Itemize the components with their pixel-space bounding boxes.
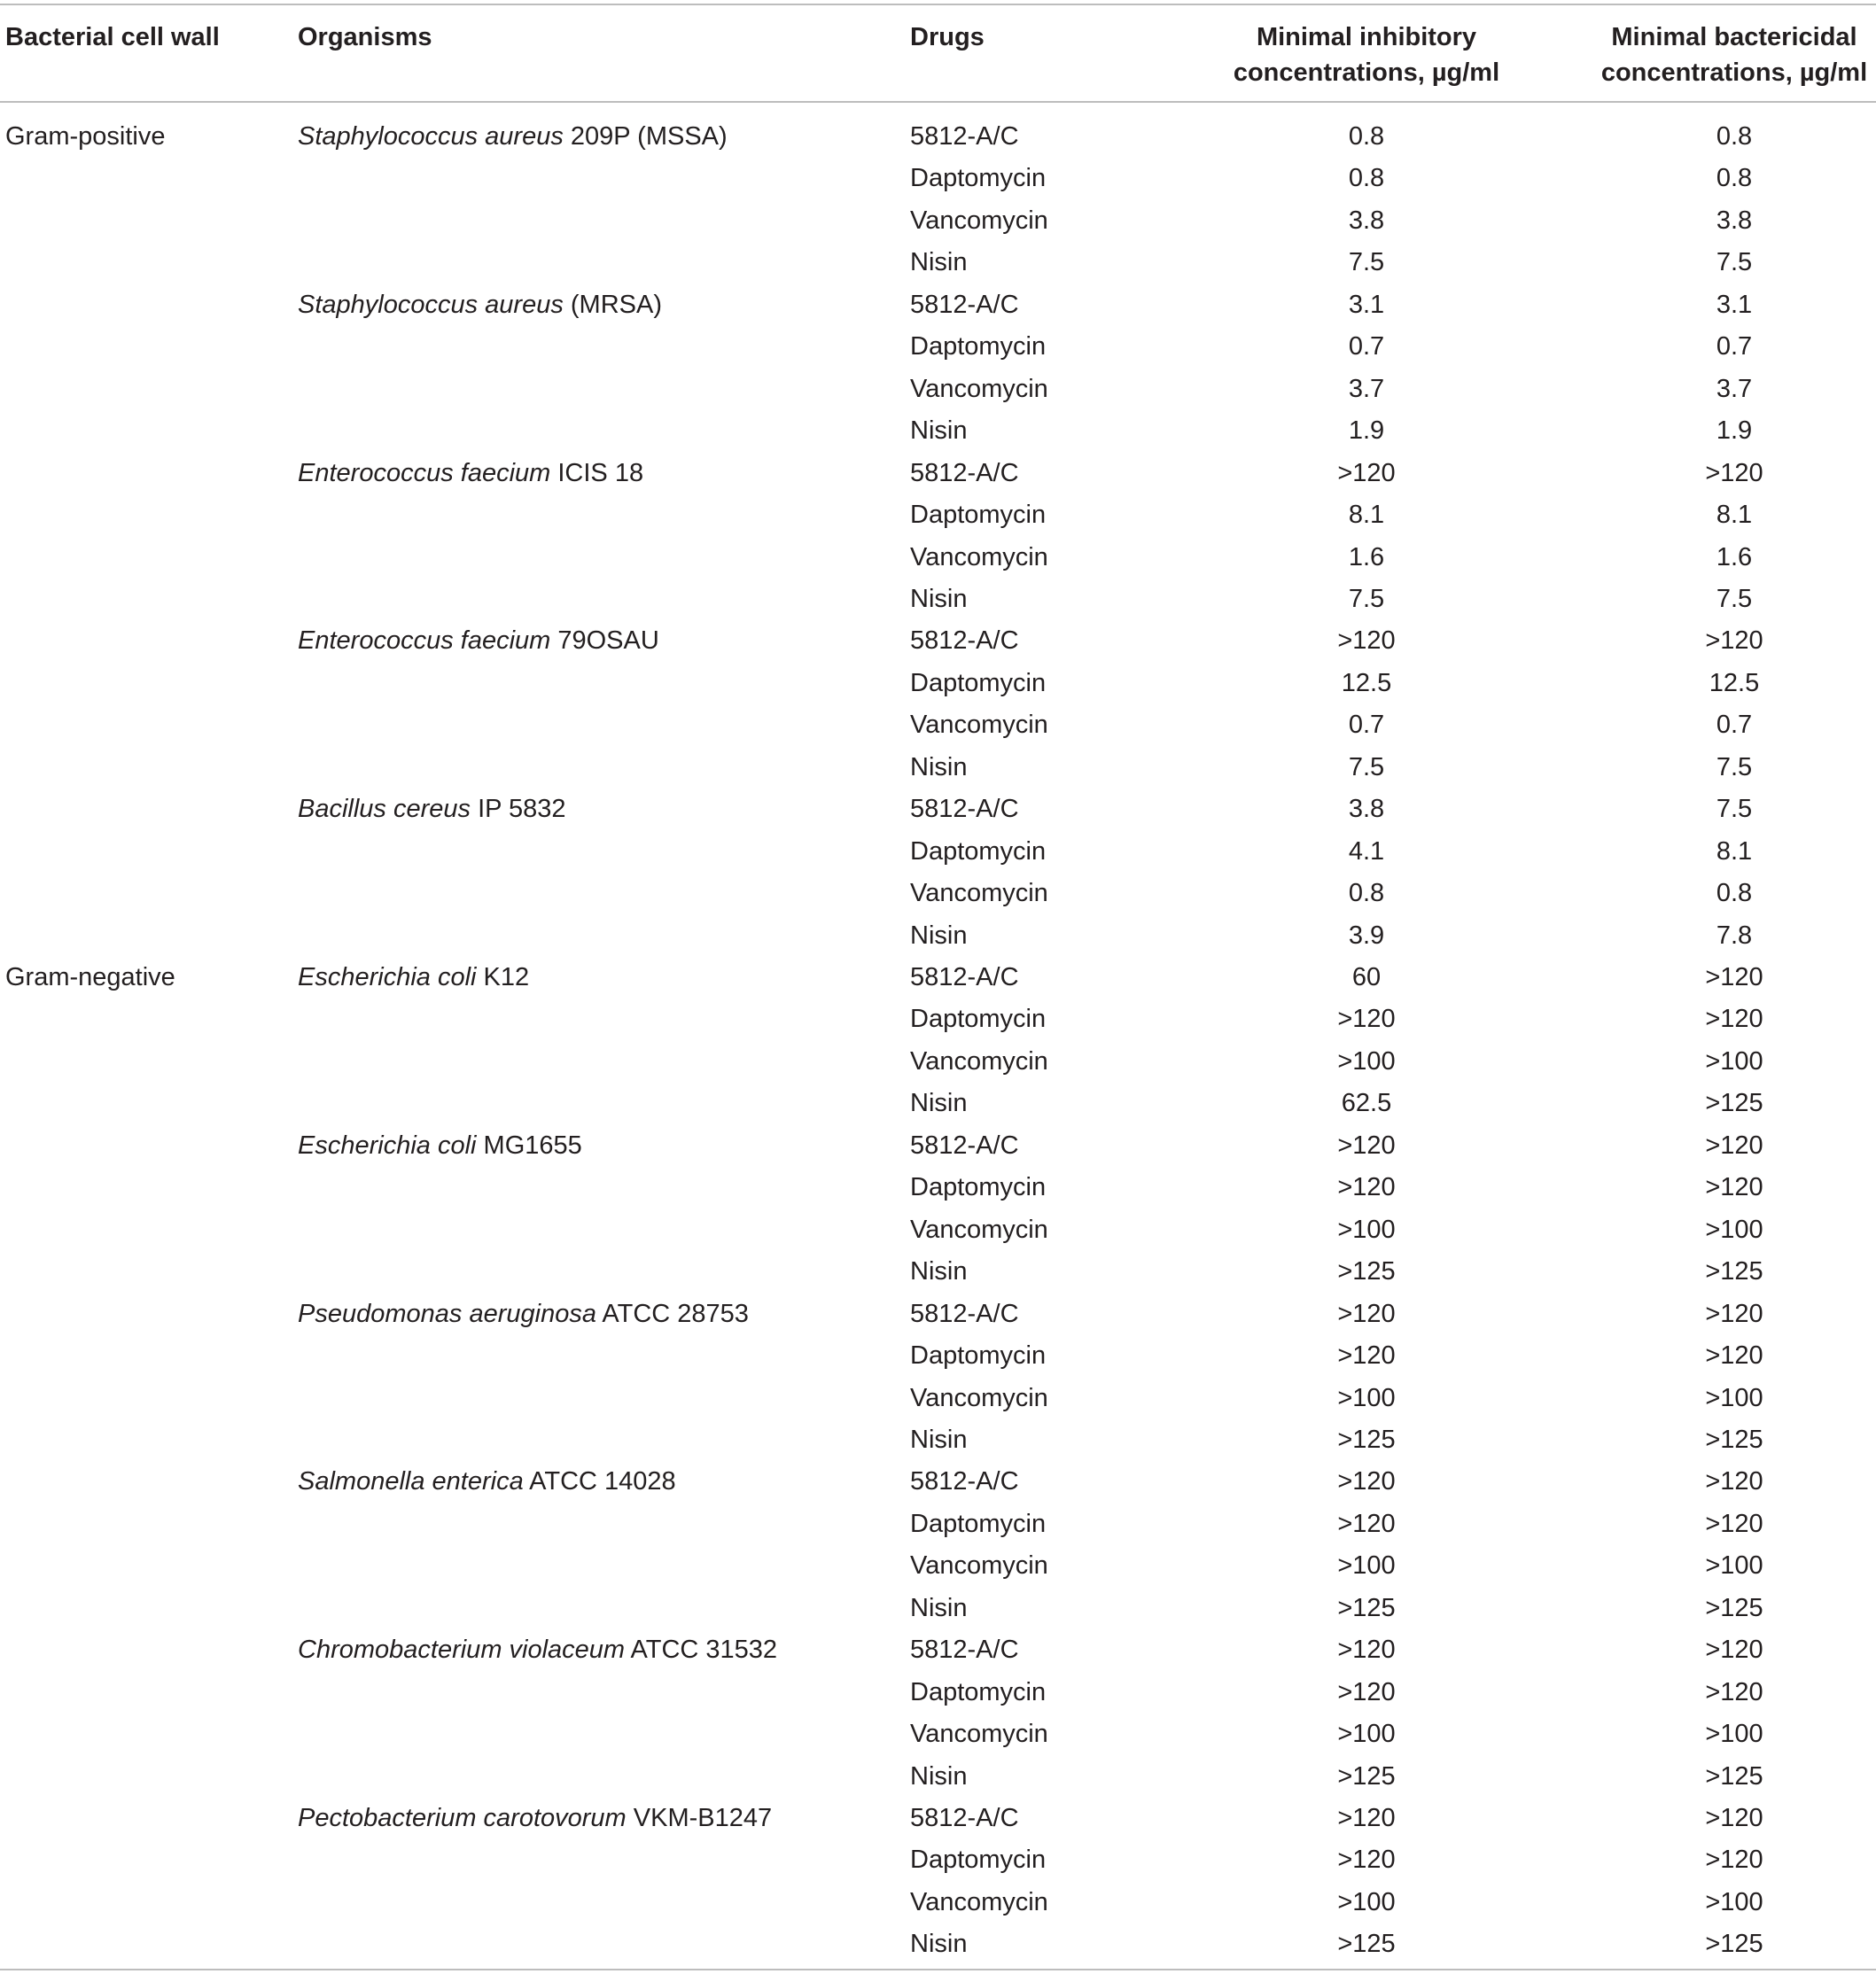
cell-drug: 5812-A/C (910, 1804, 1019, 1832)
table-row (0, 453, 1876, 494)
cell-mic: >125 (1337, 1257, 1396, 1286)
table-row (0, 410, 1876, 452)
cell-mbc: >120 (1705, 1677, 1763, 1706)
table-row (0, 537, 1876, 579)
organism-strain: ATCC 31532 (625, 1636, 778, 1665)
cell-mbc: >100 (1705, 1720, 1763, 1749)
cell-drug: Daptomycin (910, 501, 1047, 530)
cell-drug: Nisin (910, 584, 968, 613)
cell-drug: Nisin (910, 1425, 968, 1454)
table-row (0, 704, 1876, 746)
organism-species: Escherichia coli (298, 1131, 477, 1160)
cell-mbc: 0.8 (1716, 122, 1753, 151)
cell-mbc: >120 (1705, 458, 1763, 487)
cell-drug: Nisin (910, 921, 968, 950)
table-row (0, 1378, 1876, 1419)
cell-mic: >125 (1337, 1425, 1396, 1454)
table-row (0, 1461, 1876, 1503)
cell-mbc: >120 (1705, 1005, 1763, 1034)
cell-organism (298, 789, 566, 830)
cell-mic: 3.8 (1348, 795, 1385, 824)
cell-drug: Vancomycin (910, 1215, 1048, 1244)
cell-mic: >125 (1337, 1761, 1396, 1791)
table-row (0, 579, 1876, 620)
cell-drug: 5812-A/C (910, 1131, 1019, 1160)
organism-strain: ATCC 14028 (523, 1467, 676, 1496)
cell-mbc: >125 (1705, 1425, 1763, 1454)
header-mbc (1561, 19, 1876, 90)
cell-mbc: >120 (1705, 1131, 1763, 1160)
cell-mic: >120 (1337, 1509, 1396, 1538)
table-row (0, 663, 1876, 704)
table-row (0, 1504, 1876, 1545)
cell-mic: >120 (1337, 1299, 1396, 1328)
cell-drug: Daptomycin (910, 332, 1047, 361)
cell-mbc: >120 (1705, 1636, 1763, 1665)
cell-mbc: 7.5 (1716, 584, 1753, 613)
cell-mbc: 3.8 (1716, 206, 1753, 235)
cell-drug: Daptomycin (910, 1173, 1047, 1202)
cell-organism (298, 116, 728, 158)
cell-mic: >100 (1337, 1383, 1396, 1412)
cell-drug: 5812-A/C (910, 122, 1019, 151)
organism-species: Chromobacterium violaceum (298, 1636, 626, 1665)
table-row (0, 1209, 1876, 1251)
cell-mbc: >120 (1705, 1173, 1763, 1202)
header-mic-line1: Minimal inhibitory (1256, 23, 1477, 51)
cell-drug: 5812-A/C (910, 795, 1019, 824)
cell-mic: >120 (1337, 626, 1396, 656)
organism-strain: (MRSA) (563, 290, 663, 319)
cell-mic: >120 (1337, 1173, 1396, 1202)
organism-strain: VKM-B1247 (626, 1804, 773, 1832)
table-row (0, 1545, 1876, 1587)
cell-drug: 5812-A/C (910, 1636, 1019, 1665)
cell-drug: Vancomycin (910, 1551, 1048, 1581)
cell-mic: >120 (1337, 1846, 1396, 1875)
table-row (0, 789, 1876, 830)
cell-mbc: 3.1 (1716, 290, 1753, 319)
cell-drug: Daptomycin (910, 1509, 1047, 1538)
table-row (0, 999, 1876, 1040)
cell-mbc: >100 (1705, 1215, 1763, 1244)
cell-mic: >100 (1337, 1215, 1396, 1244)
cell-mbc: >100 (1705, 1383, 1763, 1412)
cell-mbc: >120 (1705, 1299, 1763, 1328)
cell-mbc: 7.8 (1716, 921, 1753, 950)
cell-mbc: >120 (1705, 1509, 1763, 1538)
table-row (0, 158, 1876, 199)
organism-strain: MG1655 (476, 1131, 582, 1160)
organism-species: Staphylococcus aureus (298, 122, 564, 151)
cell-drug: Nisin (910, 1257, 968, 1286)
cell-mbc: 0.8 (1716, 879, 1753, 908)
cell-mbc: >120 (1705, 1341, 1763, 1371)
header-drugs: Drugs (910, 23, 985, 51)
cell-mic: >100 (1337, 1720, 1396, 1749)
cell-drug: Nisin (910, 752, 968, 781)
table-row (0, 1882, 1876, 1923)
cell-organism (298, 1125, 582, 1167)
table-row (0, 1083, 1876, 1124)
cell-mbc: 12.5 (1709, 668, 1760, 697)
cell-drug: Nisin (910, 1930, 968, 1959)
cell-mic: 0.8 (1348, 164, 1385, 193)
cell-mic: >120 (1337, 1636, 1396, 1665)
organism-species: Salmonella enterica (298, 1467, 524, 1496)
cell-drug: Nisin (910, 416, 968, 446)
organism-species: Pectobacterium carotovorum (298, 1804, 627, 1832)
cell-wall-type: Gram-positive (5, 122, 166, 151)
cell-mbc: >120 (1705, 1804, 1763, 1832)
cell-drug: 5812-A/C (910, 1467, 1019, 1496)
table-row (0, 326, 1876, 368)
cell-mic: 12.5 (1341, 668, 1392, 697)
table-row (0, 369, 1876, 410)
cell-mbc: >120 (1705, 1846, 1763, 1875)
table-row (0, 1923, 1876, 1965)
header-mic (1189, 19, 1544, 90)
table-row (0, 1756, 1876, 1798)
table-row (0, 1839, 1876, 1881)
cell-mbc: >120 (1705, 1467, 1763, 1496)
cell-mic: >120 (1337, 458, 1396, 487)
cell-mic: 62.5 (1341, 1089, 1392, 1118)
table-row (0, 1419, 1876, 1461)
table-row (0, 1714, 1876, 1755)
cell-mic: >120 (1337, 1804, 1396, 1832)
cell-mbc: >100 (1705, 1046, 1763, 1076)
cell-wall-type: Gram-negative (5, 963, 175, 991)
cell-drug: Daptomycin (910, 1846, 1047, 1875)
cell-mic: >125 (1337, 1930, 1396, 1959)
cell-mbc: 3.7 (1716, 374, 1753, 403)
organism-species: Pseudomonas aeruginosa (298, 1299, 596, 1328)
cell-mic: >120 (1337, 1131, 1396, 1160)
cell-drug: 5812-A/C (910, 458, 1019, 487)
organism-species: Bacillus cereus (298, 795, 471, 824)
cell-mbc: >100 (1705, 1887, 1763, 1916)
cell-mic: 3.9 (1348, 921, 1385, 950)
cell-mic: 3.8 (1348, 206, 1385, 235)
cell-organism (298, 957, 529, 999)
cell-mbc: >125 (1705, 1257, 1763, 1286)
cell-mic: 3.1 (1348, 290, 1385, 319)
cell-mic: 3.7 (1348, 374, 1385, 403)
cell-mbc: 0.7 (1716, 711, 1753, 740)
cell-mbc: 0.8 (1716, 164, 1753, 193)
cell-drug: Vancomycin (910, 206, 1048, 235)
organism-species: Staphylococcus aureus (298, 290, 564, 319)
cell-mic: >100 (1337, 1551, 1396, 1581)
cell-mbc: >120 (1705, 963, 1763, 991)
cell-mbc: 7.5 (1716, 248, 1753, 277)
cell-mic: 0.8 (1348, 879, 1385, 908)
cell-organism (298, 620, 659, 662)
cell-drug: Vancomycin (910, 1720, 1048, 1749)
cell-drug: 5812-A/C (910, 290, 1019, 319)
cell-mbc: 8.1 (1716, 836, 1753, 866)
cell-drug: Vancomycin (910, 879, 1048, 908)
cell-organism (298, 1629, 777, 1671)
cell-organism (298, 453, 643, 494)
cell-drug: Nisin (910, 1761, 968, 1791)
organism-strain: ICIS 18 (550, 458, 644, 487)
cell-mbc: >125 (1705, 1761, 1763, 1791)
cell-mbc: 7.5 (1716, 795, 1753, 824)
cell-drug: 5812-A/C (910, 963, 1019, 991)
cell-mbc: >120 (1705, 626, 1763, 656)
table-row (0, 494, 1876, 536)
cell-mbc: >125 (1705, 1593, 1763, 1622)
cell-mic: 1.9 (1348, 416, 1385, 446)
cell-mic: 60 (1351, 963, 1382, 991)
cell-mic: >120 (1337, 1677, 1396, 1706)
cell-mic: >125 (1337, 1593, 1396, 1622)
header-bacterial-cell-wall: Bacterial cell wall (5, 23, 220, 51)
cell-mic: 1.6 (1348, 542, 1385, 571)
cell-drug: Vancomycin (910, 542, 1048, 571)
table-row (0, 1798, 1876, 1839)
cell-mic: 7.5 (1348, 584, 1385, 613)
cell-mbc: >100 (1705, 1551, 1763, 1581)
header-mbc-line2: concentrations, µg/ml (1600, 58, 1868, 87)
cell-drug: Vancomycin (910, 1887, 1048, 1916)
table-row (0, 1588, 1876, 1629)
table-row (0, 1167, 1876, 1208)
organism-strain: IP 5832 (471, 795, 566, 824)
header-organisms: Organisms (298, 23, 432, 51)
cell-mbc: 0.7 (1716, 332, 1753, 361)
organism-species: Escherichia coli (298, 963, 477, 991)
cell-organism (298, 1294, 749, 1335)
cell-drug: Daptomycin (910, 164, 1047, 193)
table-row (0, 1041, 1876, 1083)
table-row (0, 1251, 1876, 1293)
table-row (0, 831, 1876, 873)
cell-mic: >100 (1337, 1887, 1396, 1916)
header-rule (0, 101, 1876, 103)
table-row (0, 1629, 1876, 1671)
cell-mic: 4.1 (1348, 836, 1385, 866)
cell-drug: Nisin (910, 248, 968, 277)
cell-mic: 7.5 (1348, 248, 1385, 277)
cell-drug: Daptomycin (910, 1341, 1047, 1371)
cell-drug: Nisin (910, 1089, 968, 1118)
cell-mic: 8.1 (1348, 501, 1385, 530)
cell-mic: >100 (1337, 1046, 1396, 1076)
cell-mic: 0.7 (1348, 711, 1385, 740)
organism-strain: ATCC 28753 (595, 1299, 749, 1328)
table-row (0, 1125, 1876, 1167)
cell-mic: 0.7 (1348, 332, 1385, 361)
table-row (0, 747, 1876, 789)
cell-organism (298, 1461, 676, 1503)
cell-mic: 0.8 (1348, 122, 1385, 151)
table-row (0, 620, 1876, 662)
table-row (0, 1335, 1876, 1377)
header-mic-line2: concentrations, µg/ml (1233, 58, 1500, 87)
table-row (0, 284, 1876, 326)
cell-mic: >120 (1337, 1341, 1396, 1371)
table-row (0, 200, 1876, 242)
cell-organism (298, 1798, 772, 1839)
organism-species: Enterococcus faecium (298, 626, 551, 656)
table-top-rule (0, 4, 1876, 5)
cell-drug: Daptomycin (910, 1677, 1047, 1706)
organism-strain: K12 (476, 963, 530, 991)
cell-mbc: 1.9 (1716, 416, 1753, 446)
cell-drug: 5812-A/C (910, 1299, 1019, 1328)
cell-mbc: >125 (1705, 1930, 1763, 1959)
header-mbc-line1: Minimal bactericidal (1611, 23, 1857, 51)
table-row (0, 116, 1876, 158)
table-row (0, 957, 1876, 999)
cell-organism (298, 284, 662, 326)
cell-mbc: 1.6 (1716, 542, 1753, 571)
cell-mbc: 7.5 (1716, 752, 1753, 781)
cell-mbc: >125 (1705, 1089, 1763, 1118)
cell-drug: Daptomycin (910, 1005, 1047, 1034)
cell-mic: 7.5 (1348, 752, 1385, 781)
table-row (0, 1672, 1876, 1714)
cell-drug: 5812-A/C (910, 626, 1019, 656)
table-row (0, 915, 1876, 957)
cell-drug: Vancomycin (910, 1046, 1048, 1076)
table-row (0, 242, 1876, 284)
cell-drug: Vancomycin (910, 374, 1048, 403)
cell-drug: Daptomycin (910, 836, 1047, 866)
cell-mic: >120 (1337, 1467, 1396, 1496)
cell-drug: Vancomycin (910, 1383, 1048, 1412)
table-row (0, 1294, 1876, 1335)
cell-drug: Nisin (910, 1593, 968, 1622)
cell-drug: Vancomycin (910, 711, 1048, 740)
organism-species: Enterococcus faecium (298, 458, 551, 487)
cell-mbc: 8.1 (1716, 501, 1753, 530)
table-row (0, 873, 1876, 914)
table-bottom-rule (0, 1969, 1876, 1970)
cell-drug: Daptomycin (910, 668, 1047, 697)
organism-strain: 79OSAU (550, 626, 659, 656)
organism-strain: 209P (MSSA) (563, 122, 728, 151)
cell-mic: >120 (1337, 1005, 1396, 1034)
